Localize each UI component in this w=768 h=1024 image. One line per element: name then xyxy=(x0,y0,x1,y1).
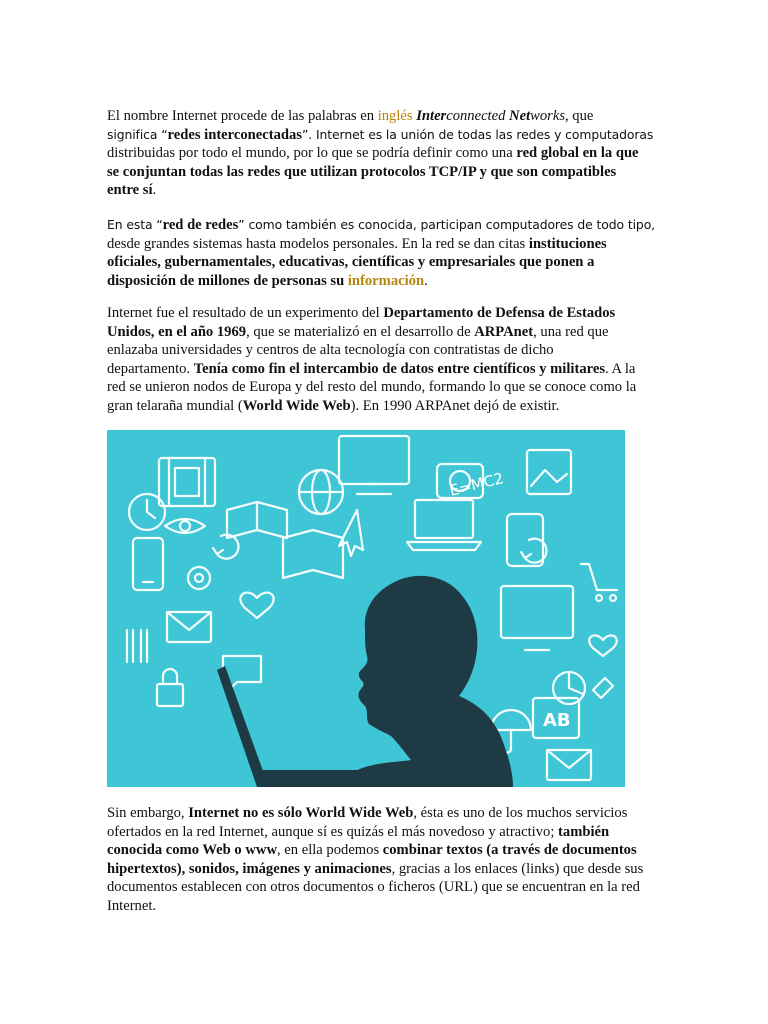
link-informacion[interactable]: información xyxy=(347,272,425,289)
bold-conocida-web: conocida como Web o www xyxy=(107,842,277,858)
text: , que xyxy=(565,108,594,124)
bold-combinar-textos: combinar textos (a través de documentos xyxy=(382,842,637,858)
bold-redes-interconectadas: redes interconectadas xyxy=(167,126,302,143)
text: ofertados en la red Internet, aunque sí es quizás el más novedoso y atractivo; xyxy=(107,823,559,840)
term-net: Net xyxy=(509,108,531,124)
formula-text: E=MC2 xyxy=(447,469,506,500)
bold-entre-si: entre sí xyxy=(107,182,153,198)
term-inter: Inter xyxy=(416,108,447,124)
illustration-svg xyxy=(107,430,625,787)
text: Sin embargo, xyxy=(107,805,189,821)
text: documentos establecen con otros documentos o ficheros (URL) que se encuentran en la red xyxy=(107,879,640,895)
text: ”. Internet es la unión de todas las redes y computadoras xyxy=(301,126,654,142)
text: ” como también es conocida, participan computadores de todo tipo, xyxy=(238,217,656,232)
paragraph-arpanet xyxy=(107,304,667,415)
text: El nombre Internet procede de las palabras en xyxy=(107,108,378,124)
bold-disposicion: disposición de millones de personas su xyxy=(107,272,348,289)
text: significa “ xyxy=(107,126,168,142)
bold-tambien: también xyxy=(558,823,610,840)
bold-no-solo-www: Internet no es sólo World Wide Web xyxy=(188,805,414,821)
bold-hipertextos: hipertextos), sonidos, imágenes y animaciones xyxy=(107,860,392,877)
internet-illustration xyxy=(107,430,625,787)
text: , ésta es uno de los muchos servicios xyxy=(413,805,628,821)
text: enlazaba universidades y centros de alta tecnología con contratistas de dicho xyxy=(107,342,554,358)
letters-text: AB xyxy=(543,710,571,731)
bold-protocolos: se conjuntan todas las redes que utilizan protocolos TCP/IP y que son compatibles xyxy=(107,163,617,180)
bold-fin-intercambio: Tenía como fin el intercambio de datos entre científicos y militares xyxy=(193,360,605,377)
term-works: works xyxy=(530,108,565,124)
link-ingles[interactable]: inglés xyxy=(377,108,413,124)
text: departamento. xyxy=(107,360,194,377)
text: , gracias a los enlaces (links) que desde sus xyxy=(391,860,644,877)
bold-arpanet: ARPAnet xyxy=(474,323,534,340)
text: desde grandes sistemas hasta modelos personales. En la red se dan citas xyxy=(107,235,529,252)
text: En esta “ xyxy=(107,217,163,232)
text: gran telaraña mundial ( xyxy=(107,397,243,414)
bold-departamento: Departamento de Defensa de Estados xyxy=(383,305,616,321)
paragraph-red-de-redes xyxy=(107,216,667,290)
text: distribuidas por todo el mundo, por lo que se podría definir como una xyxy=(107,145,517,161)
text: , una red que xyxy=(533,323,609,340)
bold-oficiales: oficiales, gubernamentales, educativas, científicas y empresariales que ponen a xyxy=(107,254,595,270)
bold-unidos-1969: Unidos, en el año 1969 xyxy=(107,323,247,340)
bold-red-de-redes: red de redes xyxy=(162,217,239,233)
paragraph-www xyxy=(107,804,667,915)
text: Internet. xyxy=(107,897,157,914)
text: . A la xyxy=(605,360,636,377)
text: Internet fue el resultado de un experimento del xyxy=(107,305,384,321)
term-connected: connected xyxy=(446,108,510,124)
text: red se unieron nodos de Europa y del resto del mundo, formando lo que se conoce como la xyxy=(107,379,637,395)
bold-www: World Wide Web xyxy=(242,397,351,414)
text: , que se materializó en el desarrollo de xyxy=(246,323,475,340)
bold-instituciones: instituciones xyxy=(528,235,607,252)
text: . xyxy=(424,272,428,289)
paragraph-intro xyxy=(107,107,667,200)
text: . xyxy=(152,182,157,198)
text: ). En 1990 ARPAnet dejó de existir. xyxy=(350,397,560,414)
text: , en ella podemos xyxy=(277,842,383,858)
bold-red-global: red global en la que xyxy=(516,145,639,161)
